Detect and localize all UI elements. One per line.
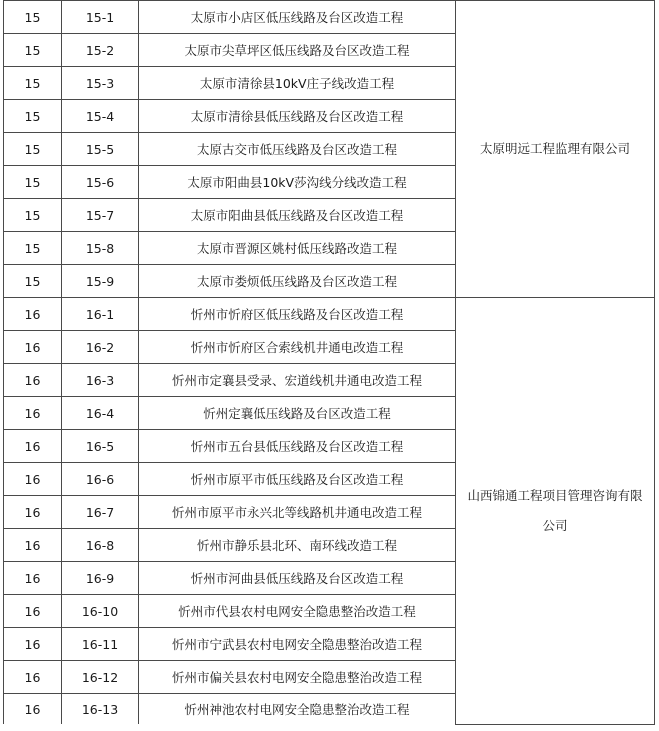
project-code-cell: 16-13	[62, 694, 139, 725]
project-code-cell: 16-8	[62, 529, 139, 562]
project-code-cell: 16-11	[62, 628, 139, 661]
project-name-cell: 忻州市定襄县受录、宏道线机井通电改造工程	[139, 364, 456, 397]
project-name-cell: 忻州神池农村电网安全隐患整治改造工程	[139, 694, 456, 725]
group-number-cell: 16	[4, 430, 62, 463]
project-name-cell: 太原市清徐县低压线路及台区改造工程	[139, 100, 456, 133]
project-name-cell: 忻州市代县农村电网安全隐患整治改造工程	[139, 595, 456, 628]
project-table-body	[4, 1, 655, 725]
supervision-company-cell: 太原明远工程监理有限公司	[456, 1, 655, 298]
group-number-cell: 16	[4, 463, 62, 496]
project-code-cell: 16-3	[62, 364, 139, 397]
project-name-cell: 太原市清徐县10kV庄子线改造工程	[139, 67, 456, 100]
project-name-cell: 忻州市河曲县低压线路及台区改造工程	[139, 562, 456, 595]
project-name-cell: 忻州市忻府区低压线路及台区改造工程	[139, 298, 456, 331]
group-number-cell: 16	[4, 397, 62, 430]
group-number-cell: 15	[4, 166, 62, 199]
project-code-cell: 15-7	[62, 199, 139, 232]
project-name-cell: 忻州市五台县低压线路及台区改造工程	[139, 430, 456, 463]
project-code-cell: 15-1	[62, 1, 139, 34]
project-code-cell: 16-12	[62, 661, 139, 694]
project-name-cell: 忻州市偏关县农村电网安全隐患整治改造工程	[139, 661, 456, 694]
group-number-cell: 16	[4, 661, 62, 694]
project-name-cell: 忻州市宁武县农村电网安全隐患整治改造工程	[139, 628, 456, 661]
project-code-cell: 16-2	[62, 331, 139, 364]
project-name-cell: 太原市晋源区姚村低压线路改造工程	[139, 232, 456, 265]
project-name-cell: 太原古交市低压线路及台区改造工程	[139, 133, 456, 166]
group-number-cell: 16	[4, 364, 62, 397]
group-number-cell: 15	[4, 265, 62, 298]
group-number-cell: 16	[4, 628, 62, 661]
project-name-cell: 忻州市忻府区合索线机井通电改造工程	[139, 331, 456, 364]
group-number-cell: 16	[4, 298, 62, 331]
project-table	[3, 0, 655, 725]
group-number-cell: 16	[4, 496, 62, 529]
group-number-cell: 15	[4, 34, 62, 67]
project-name-cell: 太原市阳曲县10kV莎沟线分线改造工程	[139, 166, 456, 199]
group-number-cell: 16	[4, 694, 62, 725]
project-code-cell: 16-4	[62, 397, 139, 430]
project-name-cell: 太原市小店区低压线路及台区改造工程	[139, 1, 456, 34]
supervision-company-cell: 山西锦通工程项目管理咨询有限公司	[456, 298, 655, 725]
group-number-cell: 15	[4, 232, 62, 265]
group-number-cell: 15	[4, 67, 62, 100]
project-code-cell: 15-8	[62, 232, 139, 265]
project-name-cell: 忻州定襄低压线路及台区改造工程	[139, 397, 456, 430]
project-name-cell: 太原市阳曲县低压线路及台区改造工程	[139, 199, 456, 232]
project-name-cell: 忻州市原平市永兴北等线路机井通电改造工程	[139, 496, 456, 529]
project-code-cell: 16-6	[62, 463, 139, 496]
project-code-cell: 16-1	[62, 298, 139, 331]
project-code-cell: 15-6	[62, 166, 139, 199]
group-number-cell: 15	[4, 100, 62, 133]
group-number-cell: 16	[4, 529, 62, 562]
table-row	[4, 298, 655, 331]
project-code-cell: 15-5	[62, 133, 139, 166]
project-code-cell: 15-2	[62, 34, 139, 67]
project-code-cell: 15-4	[62, 100, 139, 133]
group-number-cell: 15	[4, 133, 62, 166]
project-code-cell: 15-3	[62, 67, 139, 100]
group-number-cell: 15	[4, 199, 62, 232]
project-code-cell: 16-5	[62, 430, 139, 463]
project-code-cell: 16-10	[62, 595, 139, 628]
group-number-cell: 16	[4, 331, 62, 364]
group-number-cell: 16	[4, 595, 62, 628]
table-row	[4, 1, 655, 34]
project-name-cell: 忻州市原平市低压线路及台区改造工程	[139, 463, 456, 496]
project-name-cell: 太原市娄烦低压线路及台区改造工程	[139, 265, 456, 298]
group-number-cell: 16	[4, 562, 62, 595]
group-number-cell: 15	[4, 1, 62, 34]
project-name-cell: 太原市尖草坪区低压线路及台区改造工程	[139, 34, 456, 67]
project-code-cell: 16-7	[62, 496, 139, 529]
project-name-cell: 忻州市静乐县北环、南环线改造工程	[139, 529, 456, 562]
project-code-cell: 15-9	[62, 265, 139, 298]
project-code-cell: 16-9	[62, 562, 139, 595]
